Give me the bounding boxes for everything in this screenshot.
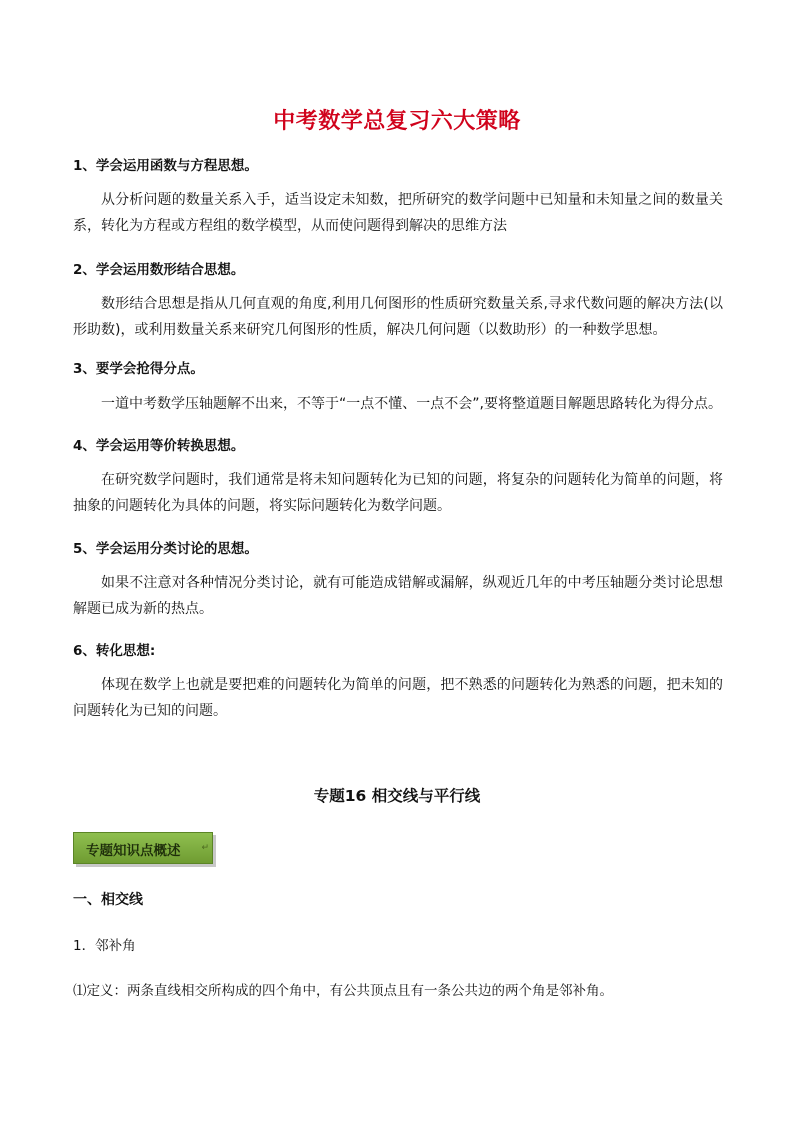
document-title: 中考数学总复习六大策略 xyxy=(273,109,521,134)
section-body-2: 数形结合思想是指从几何直观的角度,利用几何图形的性质研究数量关系,寻求代数问题的解决方法(以形助数)，或利用数量关系来研究几何图形的性质，解决几何问题（以数助形）的一种数学思想。 xyxy=(73,296,723,338)
section-body-5: 如果不注意对各种情况分类讨论，就有可能造成错解或漏解，纵观近几年的中考压轴题分类讨论思想解题已成为新的热点。 xyxy=(73,575,723,617)
knowledge-overview-tag xyxy=(73,832,213,864)
section-body-1: 从分析问题的数量关系入手，适当设定未知数，把所研究的数学问题中已知量和未知量之间的数量关系，转化为方程或方程组的数学模型，从而使问题得到解决的思维方法 xyxy=(73,192,723,234)
section-heading-2: 2、学会运用数形结合思想。 xyxy=(73,262,245,278)
return-mark-icon: ↵ xyxy=(201,843,209,853)
topic-title: 专题16 相交线与平行线 xyxy=(313,787,481,805)
section-heading-3: 3、要学会抢得分点。 xyxy=(73,361,204,377)
section-body-6: 体现在数学上也就是要把难的问题转化为简单的问题，把不熟悉的问题转化为熟悉的问题，把未知的问题转化为已知的问题。 xyxy=(73,677,723,719)
section-heading-6: 6、转化思想: xyxy=(73,643,156,659)
section-heading-4: 4、学会运用等价转换思想。 xyxy=(73,438,245,454)
section-heading-1: 1、学会运用函数与方程思想。 xyxy=(73,158,258,174)
section-body-4: 在研究数学问题时，我们通常是将未知问题转化为已知的问题，将复杂的问题转化为简单的问题，将抽象的问题转化为具体的问题，将实际问题转化为数学问题。 xyxy=(73,472,723,514)
subheading-intersecting-lines: 一、相交线 xyxy=(73,892,143,908)
tag-label: 专题知识点概述 xyxy=(86,843,181,859)
section-body-3: 一道中考数学压轴题解不出来，不等于“一点不懂、一点不会”,要将整道题目解题思路转化为得分点。 xyxy=(101,396,722,412)
definition-text: ⑴定义：两条直线相交所构成的四个角中，有公共顶点且有一条公共边的两个角是邻补角。 xyxy=(73,983,613,999)
section-heading-5: 5、学会运用分类讨论的思想。 xyxy=(73,541,258,557)
item-adjacent-supplementary-angles: 1．邻补角 xyxy=(73,938,136,954)
